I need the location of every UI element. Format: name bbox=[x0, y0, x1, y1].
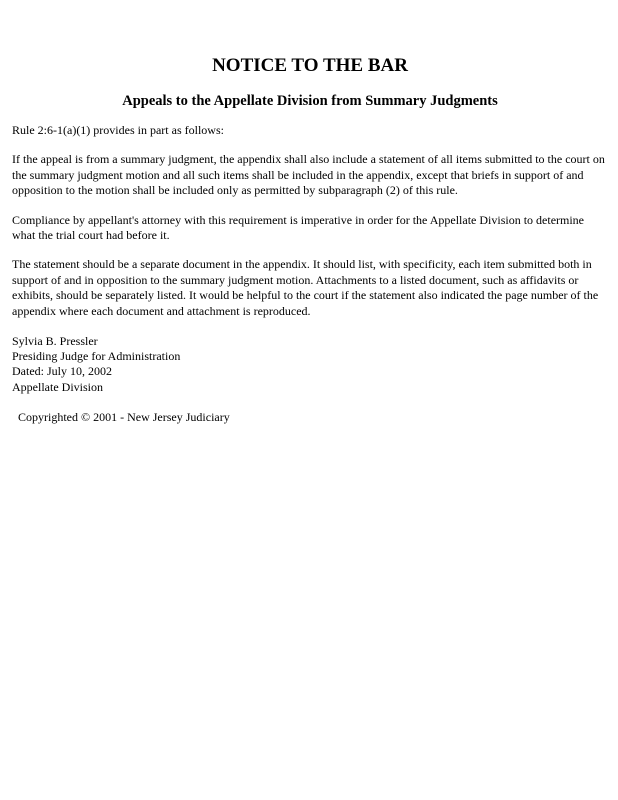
notice-document bbox=[12, 54, 608, 425]
rule-intro: Rule 2:6-1(a)(1) provides in part as follows: bbox=[12, 123, 224, 137]
signer-division: Appellate Division bbox=[12, 379, 103, 394]
signature-date: Dated: July 10, 2002 bbox=[12, 364, 112, 379]
notice-title: NOTICE TO THE BAR bbox=[212, 55, 408, 76]
notice-subtitle: Appeals to the Appellate Division from Summary Judgments bbox=[122, 93, 498, 109]
signer-position: Presiding Judge for Administration bbox=[12, 349, 181, 364]
statement-paragraph: The statement should be a separate document in the appendix. It should list, with specificity, each item submitted both in support of and in opposition to the summary judgment motion. Attachments to a listed document, such as affidavits or exhibits, should be separately listed. It would be helpful to the court if the statement also indicated the page number of the appendix where each document and attachment is reproduced. bbox=[12, 257, 599, 318]
compliance-paragraph: Compliance by appellant's attorney with this requirement is imperative in order for the Appellate Division to determine what the trial court had before it. bbox=[12, 212, 585, 243]
signer-name: Sylvia B. Pressler bbox=[12, 334, 98, 349]
rule-quote-paragraph: If the appeal is from a summary judgment, the appendix shall also include a statement of all items submitted to the court on the summary judgment motion and all such items shall be included in the appendix, except that briefs in support of and opposition to the motion shall be included only as permitted by subparagraph (2) of this rule. bbox=[12, 152, 605, 198]
signature-block bbox=[12, 334, 608, 395]
copyright-notice: Copyrighted © 2001 - New Jersey Judiciary bbox=[18, 409, 230, 424]
